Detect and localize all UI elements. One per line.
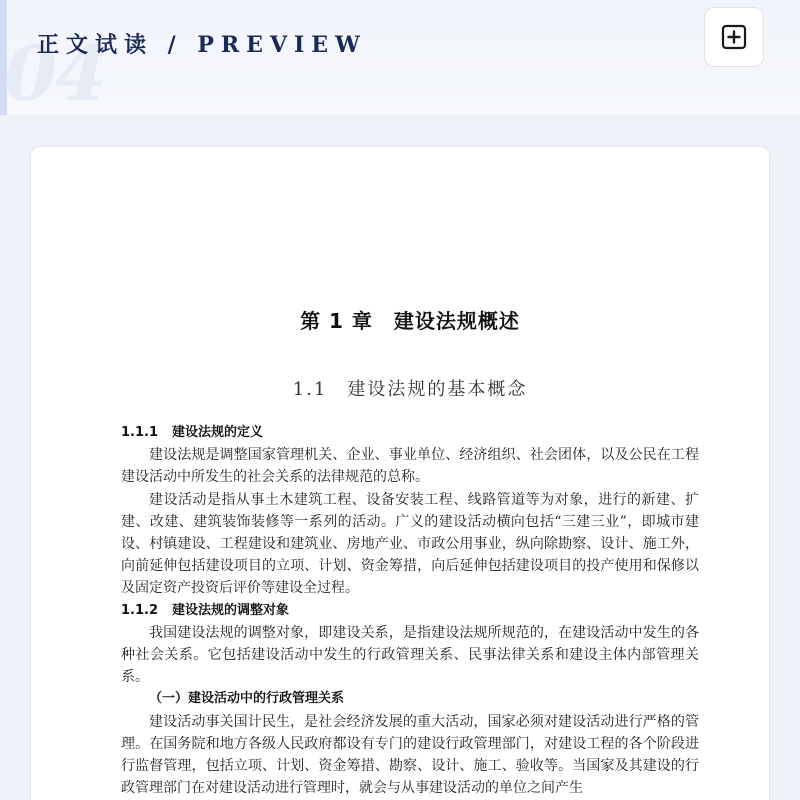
page-title: 正文试读 / PREVIEW bbox=[37, 32, 367, 58]
section-title: 1.1 建设法规的基本概念 bbox=[292, 379, 528, 400]
paragraph: 我国建设法规的调整对象，即建设关系，是指建设法规所规范的，在建设活动中发生的各种社会关系。它包括建设活动中发生的行政管理关系、民事法律关系和建设主体内部管理关系。 bbox=[121, 624, 699, 686]
document-body bbox=[121, 422, 699, 799]
plus-square-icon bbox=[721, 24, 747, 50]
paragraph: 建设法规是调整国家管理机关、企业、事业单位、经济组织、社会团体，以及公民在工程建设活动中所发生的社会关系的法律规范的总称。 bbox=[121, 447, 699, 486]
add-button[interactable] bbox=[704, 7, 764, 67]
subsubsection-heading: （一）建设活动中的行政管理关系 bbox=[149, 691, 345, 707]
subsection-title: 建设法规的调整对象 bbox=[172, 602, 290, 618]
header-watermark: 04 bbox=[4, 29, 106, 118]
subsection-number: 1.1.2 bbox=[121, 602, 159, 618]
header bbox=[0, 0, 800, 118]
subsection-heading bbox=[121, 422, 699, 444]
chapter-title: 第 1 章 建设法规概述 bbox=[300, 309, 520, 333]
subsection-heading bbox=[121, 600, 699, 622]
paragraph: 建设活动事关国计民生，是社会经济发展的重大活动，国家必须对建设活动进行严格的管理。在国务院和地方各级人民政府都设有专门的建设行政管理部门，对建设工程的各个阶段进行监督管理，包括立项、计划、资金筹措、勘察、设计、施工、验收等。当国家及其建设的行政管理部门在对建设活动进行管理时，就会与从事建设活动的单位之间产生 bbox=[121, 713, 699, 797]
subsection-number: 1.1.1 bbox=[121, 425, 159, 440]
paragraph: 建设活动是指从事土木建筑工程、设备安装工程、线路管道等为对象，进行的新建、扩建、改建、建筑装饰装修等一系列的活动。广义的建设活动横向包括“三建三业”，即城市建设、村镇建设、工程建设和建筑业、房地产业、市政公用事业，纵向除勘察、设计、施工外，向前延伸包括建设项目的立项、计划、资金筹措，向后延伸包括建设项目的投产使用和保修以及固定资产投资后评价等建设全过程。 bbox=[121, 491, 699, 597]
subsection-title: 建设法规的定义 bbox=[172, 425, 264, 440]
document-card bbox=[30, 146, 770, 800]
